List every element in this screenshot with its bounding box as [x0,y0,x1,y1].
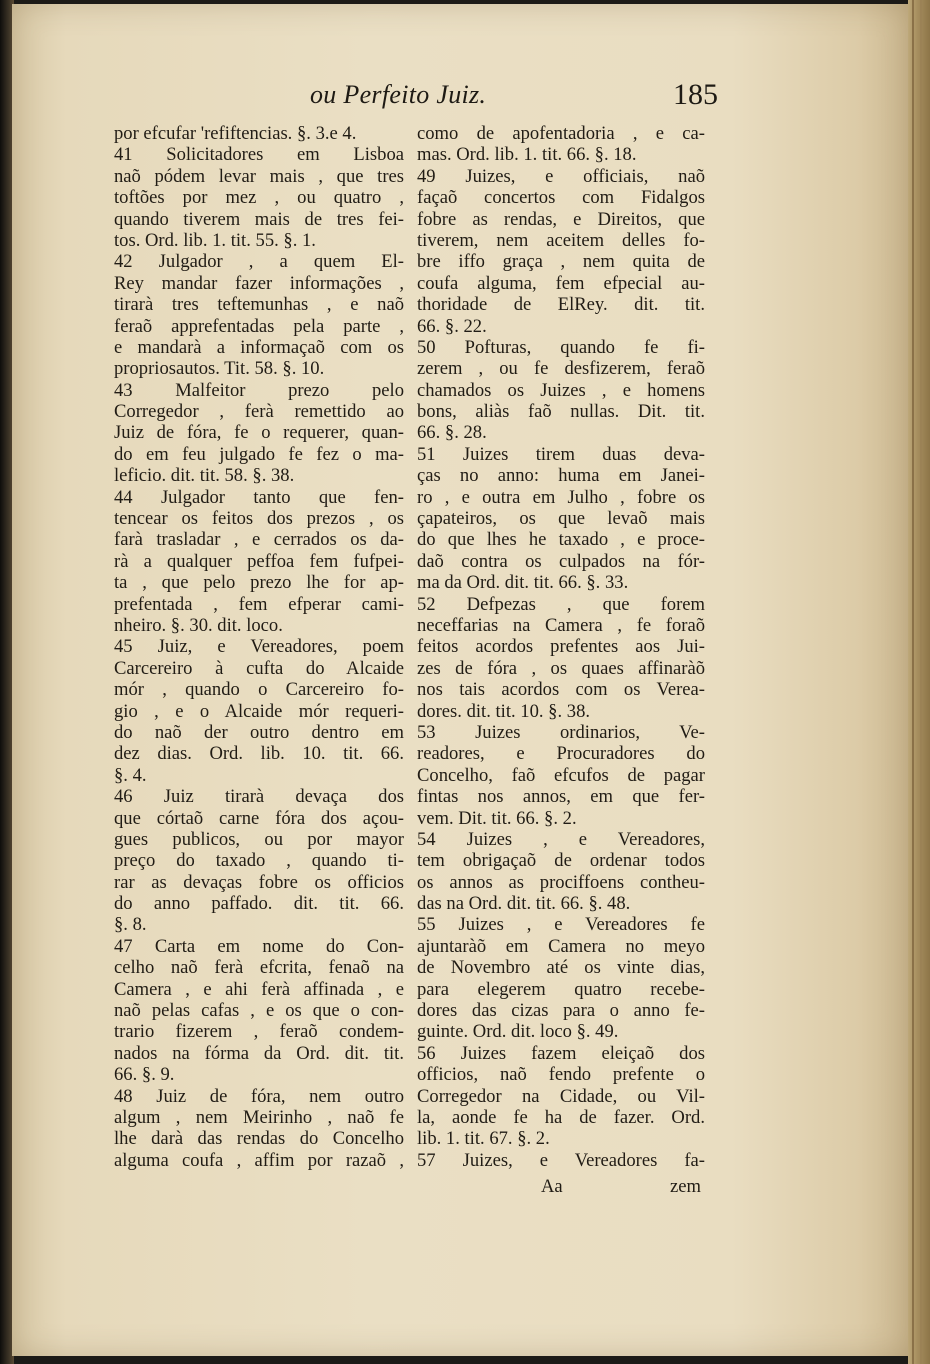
text-line: tirarà tres teftemunhas , e naõ [114,294,404,316]
text-line: para elegerem quatro recebe- [417,978,705,1000]
text-line: tiverem, nem aceitem delles fo- [417,229,705,251]
text-line: rà a qualquer peffoa fem fufpei- [114,550,404,572]
text-line: mas. Ord. lib. 1. tit. 66. §. 18. [417,144,637,166]
text-line: vem. Dit. tit. 66. §. 2. [417,807,577,829]
text-line: 43 Malfeitor prezo pelo [114,379,404,401]
text-line: os annos as prociffoens contheu- [417,871,705,893]
text-line: dores. dit. tit. 10. §. 38. [417,700,591,722]
text-line: 66. §. 28. [417,422,487,444]
text-line: la, aonde fe ha de fazer. Ord. [417,1106,705,1128]
text-line: nos tais acordos com os Verea- [417,679,705,701]
text-line: 47 Carta em nome do Con- [114,935,404,957]
text-line: propriosautos. Tit. 58. §. 10. [114,358,325,380]
text-line: quando tiverem mais de tres fei- [114,208,404,230]
text-line: alguma coufa , affim por razaõ , [114,1149,404,1171]
text-line: celho naõ ferà efcrita, fenaõ na [114,957,404,979]
text-line: ma da Ord. dit. tit. 66. §. 33. [417,572,629,594]
text-line: 55 Juizes , e Vereadores fe [417,914,705,936]
text-line: daõ contra os culpados na fór- [417,550,705,572]
text-line: 46 Juiz tirarà devaça dos [114,786,404,808]
text-line: 49 Juizes, e officiais, naõ [417,165,705,187]
page-header [110,80,720,120]
text-line: çapateiros, os que levaõ mais [417,508,705,530]
text-line: dez dias. Ord. lib. 10. tit. 66. [114,743,404,765]
text-line: 51 Juizes tirem duas deva- [417,443,705,465]
text-line: trario fizerem , feraõ condem- [114,1021,404,1043]
page-edge-line [912,0,914,1364]
text-line: 50 Pofturas, quando fe fi- [417,336,705,358]
text-line: gio , e o Alcaide mór requeri- [114,700,404,722]
text-line: 48 Juiz de fóra, nem outro [114,1085,404,1107]
text-line: ro , e outra em Julho , fobre os [417,486,705,508]
text-line: coufa alguma, fem efpecial au- [417,272,705,294]
text-line: thoridade de ElRey. dit. tit. [417,294,705,316]
text-line: que córtaõ carne fóra dos açou- [114,807,404,829]
page-footer [417,1176,705,1198]
text-line: zerem , ou fe desfizerem, feraõ [417,358,705,380]
text-line: feraõ apprefentadas pela parte , [114,315,404,337]
text-line: Camera , e ahi ferà affinada , e [114,978,404,1000]
text-line: ajuntaràõ em Camera no meyo [417,935,705,957]
text-line: do em feu julgado fe fez o ma- [114,443,404,465]
text-column-right [417,123,705,1171]
text-line: ças no anno: huma em Janei- [417,465,705,487]
text-line: gues publicos, ou por mayor [114,828,404,850]
text-column-left [114,123,404,1171]
text-line: 44 Julgador tanto que fen- [114,486,404,508]
text-line: readores, e Procuradores do [417,743,705,765]
text-line: bre iffo graça , nem quita de [417,251,705,273]
text-line: toftões por mez , ou quatro , [114,187,404,209]
catchword: zem [670,1176,701,1197]
text-line: das na Ord. dit. tit. 66. §. 48. [417,893,631,915]
text-line: chamados os Juizes , e homens [417,379,705,401]
text-line: e mandarà a informaçaõ com os [114,336,404,358]
text-line: Carcereiro à cufta do Alcaide [114,657,404,679]
text-line: mór , quando o Carcereiro fo- [114,679,404,701]
text-line: 45 Juiz, e Vereadores, poem [114,636,404,658]
text-line: do anno paffado. dit. tit. 66. [114,893,404,915]
text-line: 52 Defpezas , que forem [417,593,705,615]
text-line: lhe darà das rendas do Concelho [114,1128,404,1150]
text-line: Concelho, faõ efcufos de pagar [417,764,705,786]
text-line: 66. §. 9. [114,1064,175,1086]
text-line: nados na fórma da Ord. dit. tit. [114,1042,404,1064]
signature-mark: Aa [541,1176,563,1197]
text-line: dores das cizas para o anno fe- [417,1000,705,1022]
running-title: ou Perfeito Juiz. [310,80,487,109]
text-line: tem obrigaçaõ de ordenar todos [417,850,705,872]
text-line: Corregedor , ferà remettido ao [114,401,404,423]
text-line: prefentada , fem efperar cami- [114,593,404,615]
text-line: zes de fóra , os quaes affinaràõ [417,657,705,679]
text-line: leficio. dit. tit. 58. §. 38. [114,465,295,487]
text-line: 42 Julgador , a quem El- [114,251,404,273]
text-line: tencear os feitos dos prezos , os [114,508,404,530]
text-line: feitos acordos prefentes aos Jui- [417,636,705,658]
text-line: Rey mandar fazer informações , [114,272,404,294]
text-line: de Novembro até os vinte dias, [417,957,705,979]
text-line: por efcufar 'refiftencias. §. 3.e 4. [114,123,357,144]
text-line: officios, naõ fendo prefente o [417,1064,705,1086]
text-line: lib. 1. tit. 67. §. 2. [417,1128,550,1150]
text-line: algum , nem Meirinho , naõ fe [114,1106,404,1128]
text-line: bons, aliàs faõ nullas. Dit. tit. [417,401,705,423]
page-edge-line [920,0,922,1364]
text-line: do naõ der outro dentro em [114,721,404,743]
text-line: naõ pelas cafas , e os que o con- [114,1000,404,1022]
text-line: farà trasladar , e cerrados os da- [114,529,404,551]
text-line: neceffarias na Camera , fe foraõ [417,614,705,636]
text-line: nheiro. §. 30. dit. loco. [114,614,283,636]
text-line: Juiz de fóra, fe o requerer, quan- [114,422,404,444]
text-line: 57 Juizes, e Vereadores fa- [417,1149,705,1171]
text-line: 66. §. 22. [417,315,487,337]
text-line: 56 Juizes fazem eleiçaõ dos [417,1042,705,1064]
text-line: fobre as rendas, e Direitos, que [417,208,705,230]
text-line: §. 4. [114,764,147,786]
text-line: 54 Juizes , e Vereadores, [417,828,705,850]
text-line: tos. Ord. lib. 1. tit. 55. §. 1. [114,229,316,251]
text-line: §. 8. [114,914,147,936]
text-line: ta , que pelo prezo lhe for ap- [114,572,404,594]
page-number: 185 [673,78,718,111]
text-line: 41 Solicitadores em Lisboa [114,144,404,166]
text-line: fintas nos annos, em que fer- [417,786,705,808]
text-line: naõ pódem levar mais , que tres [114,165,404,187]
text-line: guinte. Ord. dit. loco §. 49. [417,1021,619,1043]
text-line: preço do taxado , quando ti- [114,850,404,872]
text-line: 53 Juizes ordinarios, Ve- [417,721,705,743]
text-line: Corregedor na Cidade, ou Vil- [417,1085,705,1107]
text-line: rar as devaças fobre os officios [114,871,404,893]
text-line: como de apofentadoria , e ca- [417,123,705,144]
text-line: façaõ concertos com Fidalgos [417,187,705,209]
text-line: do que lhes he taxado , e proce- [417,529,705,551]
